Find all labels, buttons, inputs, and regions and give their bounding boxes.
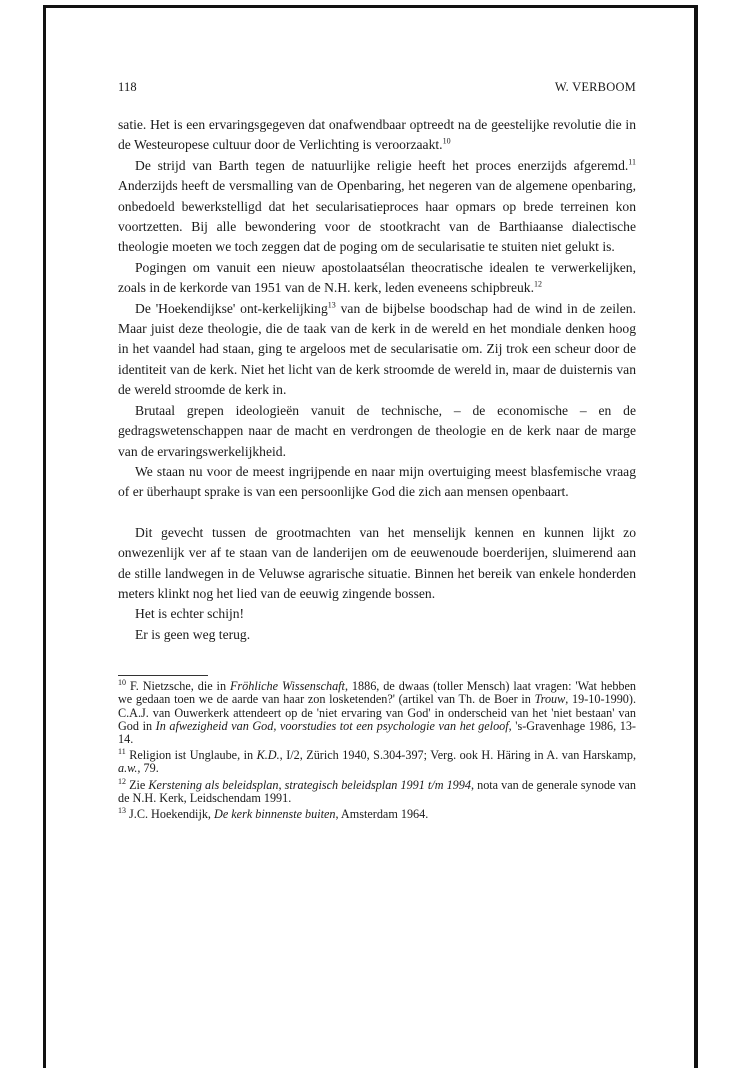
paragraph: We staan nu voor de meest ingrijpende en naar mijn overtuiging meest blasfemische vraag of er überhaupt sprake is van een persoonlijke God die zich aan mensen openbaart. [118, 463, 636, 500]
paragraph: De 'Hoekendijkse' ont-kerkelijking$^{13}$ van de bijbelse boodschap had de wind in de zeilen. Maar juist deze theologie, die de taak van de kerk in de wereld en het mondiale denken hoog in het vaandel had staan, ging te argeloos met de secularisatie om. Zij trok een scheur door de identiteit van de kerk. Niet het licht van de kerk stroomde de wereld in, maar de duisternis van de wereld stroomde de kerk in. [118, 300, 636, 398]
paragraph: De strijd van Barth tegen de natuurlijke religie heeft het proces enerzijds afgeremd.$^{11}$ Anderzijds heeft de versmalling van de Openbaring, het negeren van de algemene openbaring, onbedoeld bewerkstelligd dat het secularisatieproces haar opmars op brede terreinen kon voortzetten. Bij alle bewondering voor de stootkracht van de Barthiaanse dialectische theologie moeten we toch zeggen dat de poging om de secularisatie te stuiten niet gelukt is. [118, 157, 636, 255]
page-border-left [43, 5, 46, 1068]
footnote-13: $^{13}$ J.C. Hoekendijk, De kerk binnenste buiten, Amsterdam 1964. [118, 805, 429, 821]
running-head [118, 80, 636, 95]
author-header: W. VERBOOM [554, 80, 636, 94]
footnote-rule [118, 675, 208, 676]
body-text [118, 115, 636, 645]
paragraph: Het is echter schijn! [135, 606, 245, 622]
footnote-12: $^{12}$ Zie Kerstening als beleidsplan, strategisch beleidsplan 1991 t/m 1994, nota van de generale synode van de N.H. Kerk, Leidschendam 1991. [118, 776, 636, 805]
page-border-right [694, 5, 698, 1068]
page-border-top [43, 5, 698, 8]
footnote-ref[interactable]: 12 [533, 279, 542, 289]
section-break [118, 503, 636, 523]
paragraph: satie. Het is een ervaringsgegeven dat onafwendbaar optreedt na de geestelijke revolutie die in de Westeuropese cultuur door de Verlichting is veroorzaakt.$^{10}$ [118, 117, 636, 153]
footnote-ref[interactable]: 11 [628, 157, 636, 167]
footnote-10: $^{10}$ F. Nietzsche, die in Fröhliche Wissenschaft, 1886, de dwaas (toller Mensch) laat vragen: 'Wat hebben we gedaan toen we de aarde van haar zon losketenden?' (artikel van Th. de Boer in Trouw, 19-10-1990). C.A.J. van Ouwerkerk attendeert op de 'niet ervaring van God' in onderscheid van het 'niet bestaan' van God in In afwezigheid van God, voorstudies tot een psychologie van het geloof, 's-Gravenhage 1986, 13-14. [118, 678, 637, 746]
page [118, 80, 636, 824]
paragraph: Dit gevecht tussen de grootmachten van het menselijk kennen en kunnen lijkt zo onwezenlijk ver af te staan van de landerijen om de eeuwenoude boerderijen, sluimerend aan de stille landwegen in de Veluwse agrarische situatie. Binnen het bereik van enkele honderden meters klinkt nog het lied van de eeuwig zingende bossen. [118, 524, 636, 601]
footnote-ref[interactable]: 10 [442, 136, 451, 146]
footnotes [118, 680, 636, 821]
footnote-11: $^{11}$ Religion ist Unglaube, in K.D., I/2, Zürich 1940, S.304-397; Verg. ook H. Häring in A. van Harskamp, a.w., 79. [118, 747, 636, 776]
paragraph: Brutaal grepen ideologieën vanuit de technische, – de economische – en de gedragswetenschappen naar de macht en verdrongen de theologie en de kerk naar de marge van de ervaringswerkelijkheid. [118, 402, 636, 459]
paragraph: Er is geen weg terug. [135, 626, 251, 642]
paragraph: Pogingen om vanuit een nieuw apostolaatsélan theocratische idealen te verwerkelijken, zoals in de kerkorde van 1951 van de N.H. kerk, leden eveneens schipbreuk.$^{12}$ [118, 259, 636, 296]
footnote-ref[interactable]: 13 [327, 300, 336, 310]
page-number: 118 [118, 80, 137, 94]
